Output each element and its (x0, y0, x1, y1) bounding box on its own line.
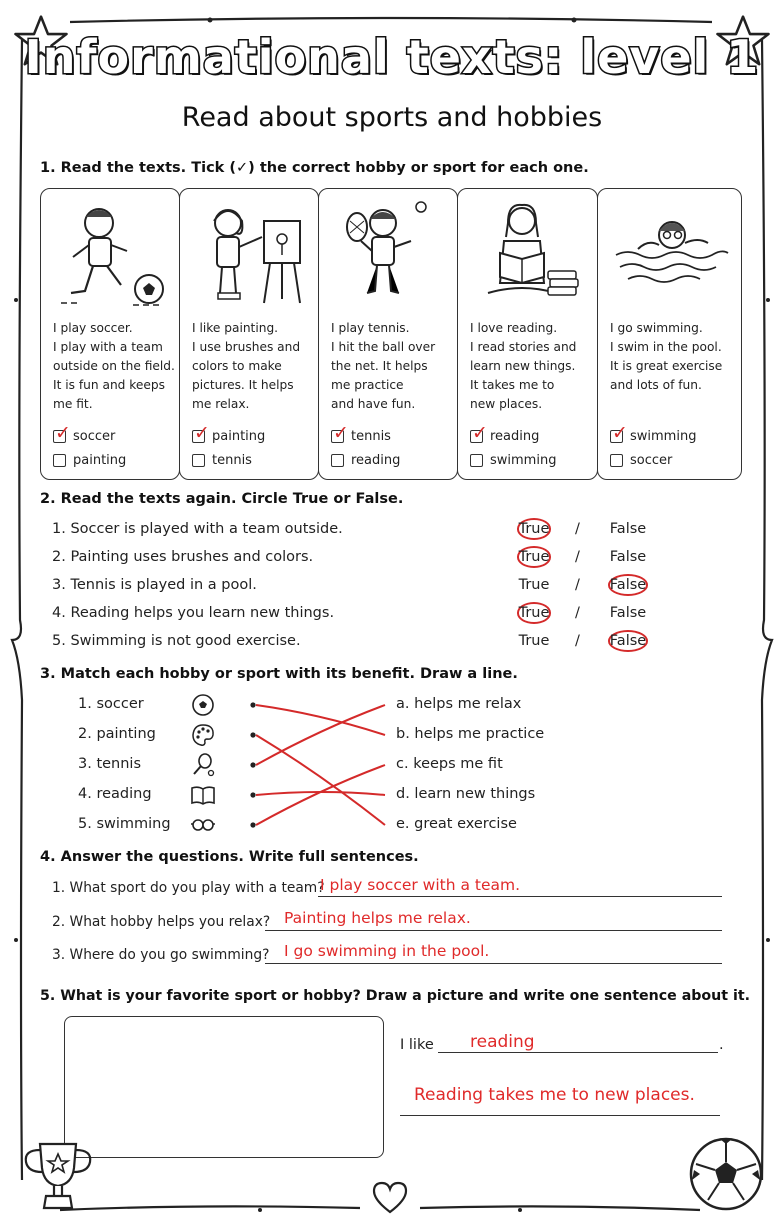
match-left-item: 1. soccer (78, 696, 144, 712)
match-line (256, 765, 385, 825)
match-right-item: e. great exercise (396, 816, 517, 832)
slash-separator: / (575, 521, 580, 537)
checkbox[interactable] (192, 454, 205, 467)
goggles-icon (190, 812, 216, 838)
true-option[interactable]: True (509, 521, 559, 537)
checkbox-option[interactable]: ✓ swimming (612, 422, 697, 444)
match-line (256, 792, 385, 795)
checkbox[interactable] (331, 454, 344, 467)
answer-line[interactable] (438, 1052, 718, 1053)
boy-swimming-icon (598, 193, 741, 313)
favorite-answer: reading (470, 1032, 535, 1052)
false-option[interactable]: False (609, 549, 647, 565)
false-option[interactable]: False (603, 577, 653, 593)
true-false-statement: 3. Tennis is played in a pool. (52, 577, 257, 593)
boy-kicking-soccer-ball-icon (41, 193, 179, 313)
i-like-label: I like (400, 1037, 434, 1053)
true-option[interactable]: True (509, 549, 559, 565)
match-left-item: 4. reading (78, 786, 152, 802)
true-false-statement: 5. Swimming is not good exercise. (52, 633, 301, 649)
soccer-ball-icon (686, 1134, 766, 1214)
checkbox-option[interactable]: soccer (610, 453, 672, 468)
trophy-icon (20, 1138, 96, 1218)
checkbox-option[interactable]: ✓ soccer (55, 422, 116, 444)
card-text: I play tennis. I hit the ball over the net. It helps me practice and have fun. (331, 321, 436, 411)
reading-card-swimming (597, 188, 742, 480)
checkmark-icon: ✓ (612, 422, 628, 444)
true-false-statement: 1. Soccer is played with a team outside. (52, 521, 343, 537)
match-line (256, 705, 385, 735)
tennis-racket-icon (190, 752, 216, 778)
slash-separator: / (575, 577, 580, 593)
card-text: I play soccer. I play with a team outside on the field. It is fun and keeps me fit. (53, 321, 175, 411)
period: . (719, 1037, 724, 1053)
reading-card-painting (179, 188, 319, 480)
answer-text: I go swimming in the pool. (284, 942, 490, 960)
section4-instruction: 4. Answer the questions. Write full sentences. (40, 849, 419, 865)
checkbox-option[interactable]: swimming (470, 453, 556, 468)
false-option[interactable]: False (609, 605, 647, 621)
checkbox[interactable] (610, 422, 628, 444)
true-false-statement: 2. Painting uses brushes and colors. (52, 549, 314, 565)
reading-card-soccer (40, 188, 180, 480)
match-line (256, 735, 385, 825)
soccer-ball-icon (190, 692, 216, 718)
card-text: I love reading. I read stories and learn new things. It takes me to new places. (470, 321, 577, 411)
answer-line[interactable] (318, 896, 722, 897)
checkbox[interactable] (53, 454, 66, 467)
checkmark-icon: ✓ (55, 422, 71, 444)
card-text: I like painting. I use brushes and colors to make pictures. It helps me relax. (192, 321, 301, 411)
slash-separator: / (575, 549, 580, 565)
match-dot[interactable] (250, 792, 255, 797)
checkbox[interactable] (470, 422, 488, 444)
checkmark-icon: ✓ (472, 422, 488, 444)
match-right-item: d. learn new things (396, 786, 536, 802)
reading-card-reading (457, 188, 598, 480)
match-right-item: b. helps me practice (396, 726, 545, 742)
checkbox-option[interactable]: ✓ reading (472, 422, 540, 444)
sentence-line[interactable] (400, 1115, 720, 1116)
checkbox-option[interactable]: painting (53, 453, 126, 468)
favorite-sentence: Reading takes me to new places. (414, 1085, 695, 1105)
question-text: 2. What hobby helps you relax? (52, 914, 271, 930)
question-text: 1. What sport do you play with a team? (52, 880, 325, 896)
answer-text: Painting helps me relax. (284, 909, 471, 927)
section1-instruction: 1. Read the texts. Tick (✓) the correct hobby or sport for each one. (40, 160, 589, 176)
match-right-item: c. keeps me fit (396, 756, 503, 772)
checkmark-icon: ✓ (333, 422, 349, 444)
checkbox-option[interactable]: ✓ painting (194, 422, 266, 444)
reading-card-tennis (318, 188, 458, 480)
checkbox-option[interactable]: ✓ tennis (333, 422, 391, 444)
slash-separator: / (575, 633, 580, 649)
match-left-item: 5. swimming (78, 816, 171, 832)
true-option[interactable]: True (509, 605, 559, 621)
girl-reading-book-icon (458, 193, 597, 313)
true-option[interactable]: True (518, 577, 550, 593)
false-option[interactable]: False (609, 521, 647, 537)
section2-instruction: 2. Read the texts again. Circle True or False. (40, 491, 404, 507)
true-option[interactable]: True (518, 633, 550, 649)
heart-icon (370, 1180, 410, 1216)
checkbox[interactable] (331, 422, 349, 444)
match-dot[interactable] (250, 702, 255, 707)
match-line (256, 705, 385, 765)
match-left-item: 3. tennis (78, 756, 142, 772)
answer-text: I play soccer with a team. (320, 876, 521, 894)
checkmark-icon: ✓ (194, 422, 210, 444)
section3-instruction: 3. Match each hobby or sport with its benefit. Draw a line. (40, 666, 518, 682)
checkbox[interactable] (53, 422, 71, 444)
true-false-statement: 4. Reading helps you learn new things. (52, 605, 335, 621)
checkbox-option[interactable]: reading (331, 453, 400, 468)
card-text: I go swimming. I swim in the pool. It is great exercise and lots of fun. (610, 321, 723, 392)
answer-line[interactable] (265, 930, 722, 931)
answer-line[interactable] (265, 963, 722, 964)
book-icon (190, 782, 216, 808)
page-subtitle: Read about sports and hobbies (181, 102, 603, 133)
match-dot[interactable] (250, 732, 255, 737)
boy-with-tennis-racket-icon (319, 193, 457, 313)
question-text: 3. Where do you go swimming? (52, 947, 270, 963)
match-right-item: a. helps me relax (396, 696, 522, 712)
checkbox[interactable] (610, 454, 623, 467)
match-dot[interactable] (250, 822, 255, 827)
palette-icon (190, 722, 216, 748)
false-option[interactable]: False (603, 633, 653, 649)
match-left-item: 2. painting (78, 726, 156, 742)
checkbox[interactable] (470, 454, 483, 467)
checkbox[interactable] (192, 422, 210, 444)
girl-painting-easel-icon (180, 193, 318, 313)
match-dot[interactable] (250, 762, 255, 767)
section5-instruction: 5. What is your favorite sport or hobby? Draw a picture and write one sentence about it. (40, 988, 751, 1004)
drawing-box[interactable] (64, 1016, 384, 1158)
checkbox-option[interactable]: tennis (192, 453, 252, 468)
page-title: Informational texts: level 1 (24, 30, 760, 84)
slash-separator: / (575, 605, 580, 621)
